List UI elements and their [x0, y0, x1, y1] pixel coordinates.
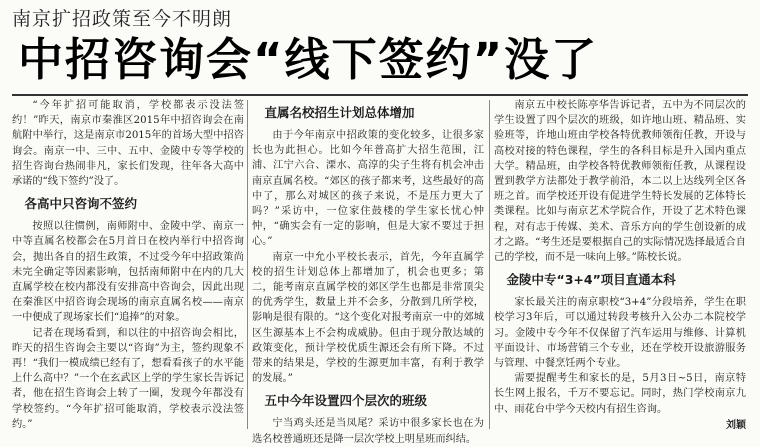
paragraph: “今年扩招可能取消，学校都表示没法签约！”昨天，南京市秦淮区2015年中招咨询会在南航附中举行，这是南京市2015年的首场大型中招咨询会。南京一中、三中、五中、金陵中专等学校的招生咨询台热闹非凡，家长们发现，往年各大高中承诺的“线下签约”没了。: [12, 100, 244, 188]
headline-divider: [12, 94, 748, 96]
author-byline: 刘颖: [726, 419, 746, 431]
paragraph: 南京五中校长陈亭华告诉记者，五中为不同层次的学生设置了四个层次的班级，如许地山班、精品班、实验班等，许地山班由学校各特优教师领衔任教，开设与高校对接的特色课程，学生的各科目标是升入国内重点大学。精品班，由学校各特优教师领衔任教，从课程设置到教学方法都处于教学前沿，本二以上达线列全区各班之首。而学校还开设有促进学生特长发展的艺体特长类课程。比如与南京艺术学院合作，开设了艺术特色课程，对有志于传媒、美术、音乐方向的学生创设新的成才之路。“考生还是要根据自己的实际情况选择最适合自己的学校，而不是一味向上够。”陈校长说。: [494, 100, 746, 264]
subheading: 金陵中专“3+4”项目直通本科: [506, 272, 676, 288]
article-column-2: [252, 98, 484, 445]
article-column-1: [12, 98, 244, 431]
paragraph: 按照以往惯例，南师附中、金陵中学、南京一中等直属名校都会在5月首日在校内举行中招咨询会，抛出各自的招生政策，不过受今年中招政策尚未完全确定等因素影响，包括南师附中在内的几大直属学校在校内都没有安排高中咨询会，因此出现在秦淮区中招咨询会现场的南京直属名校——南京一中便成了现场家长们“追捧”的对象。: [12, 221, 244, 324]
paragraph: 宁当鸡头还是当凤尾？采访中很多家长也在为选名校普通班还是降一层次学校上明星班而纠结。: [252, 418, 484, 445]
column-divider: [247, 100, 248, 429]
headline-kicker: 南京扩招政策至今不明朗: [12, 8, 233, 30]
subheading: 直属名校招生计划总体增加: [264, 105, 415, 120]
paragraph: 记者在现场看到，和以往的中招咨询会相比，昨天的招生咨询会主要以“咨询”为主，签约现象不再！“我们一模成绩已经有了，想看看孩子的水平能上什么高中？”一个在玄武区上学的学生家长告诉记者，他在招生咨询会上转了一圈，发现今年都没有学校签约。“今年扩招可能取消，学校表示没法签约。”: [12, 327, 244, 430]
paragraph: 需要提醒考生和家长的是，5月3日~5日，南京特长生网上报名，千万不要忘记。同时，热门学校南京九中、雨花台中学今天校内有招生咨询。: [494, 373, 746, 415]
paragraph: 由于今年南京中招政策的变化较多，让很多家长也为此担心。比如今年普高扩大招生范围，江浦、江宁六合、溧水、高淳的尖子生将有机会冲击南京直属名校。“郊区的孩子都来考，这些最好的高中了，那么对城区的孩子来说，不是压力更大了吗？”采访中，一位家住鼓楼的学生家长忧心忡忡，“确实会有一定的影响，但是大家不要过于担心。”: [252, 130, 484, 248]
subheading: 各高中只咨询不签约: [24, 196, 138, 212]
main-headline: 中招咨询会“线下签约”没了: [18, 33, 599, 86]
paragraph: 家长最关注的南京职校“3+4”分段培养，学生在职校学习3年后，可以通过转段考核升入公办二本院校学习。金陵中专今年不仅保留了汽车运用与维修、计算机平面设计、市场营销三个专业，还在学校开设旅游服务与管理、中餐烹饪两个专业。: [494, 297, 746, 370]
column-divider: [489, 100, 490, 429]
paragraph: 南京一中允小平校长表示，首先，今年直属学校的招生计划总体上都增加了，机会也更多；第二，能考南京直属学校的郊区学生也都是非常顶尖的优秀学生，数量上并不会多，分散到几所学校，影响是很有限的。“这个变化对报考南京一中的郊城区生源基本上不会构成威胁。但由于现分散达域的政策变化，预计学校优质生源还会有所下降。不过带来的结果是，学校的生源更加丰富，有利于教学的发展。”: [252, 251, 484, 385]
subheading: 五中今年设置四个层次的班级: [264, 393, 428, 409]
article-column-3: [494, 98, 746, 431]
